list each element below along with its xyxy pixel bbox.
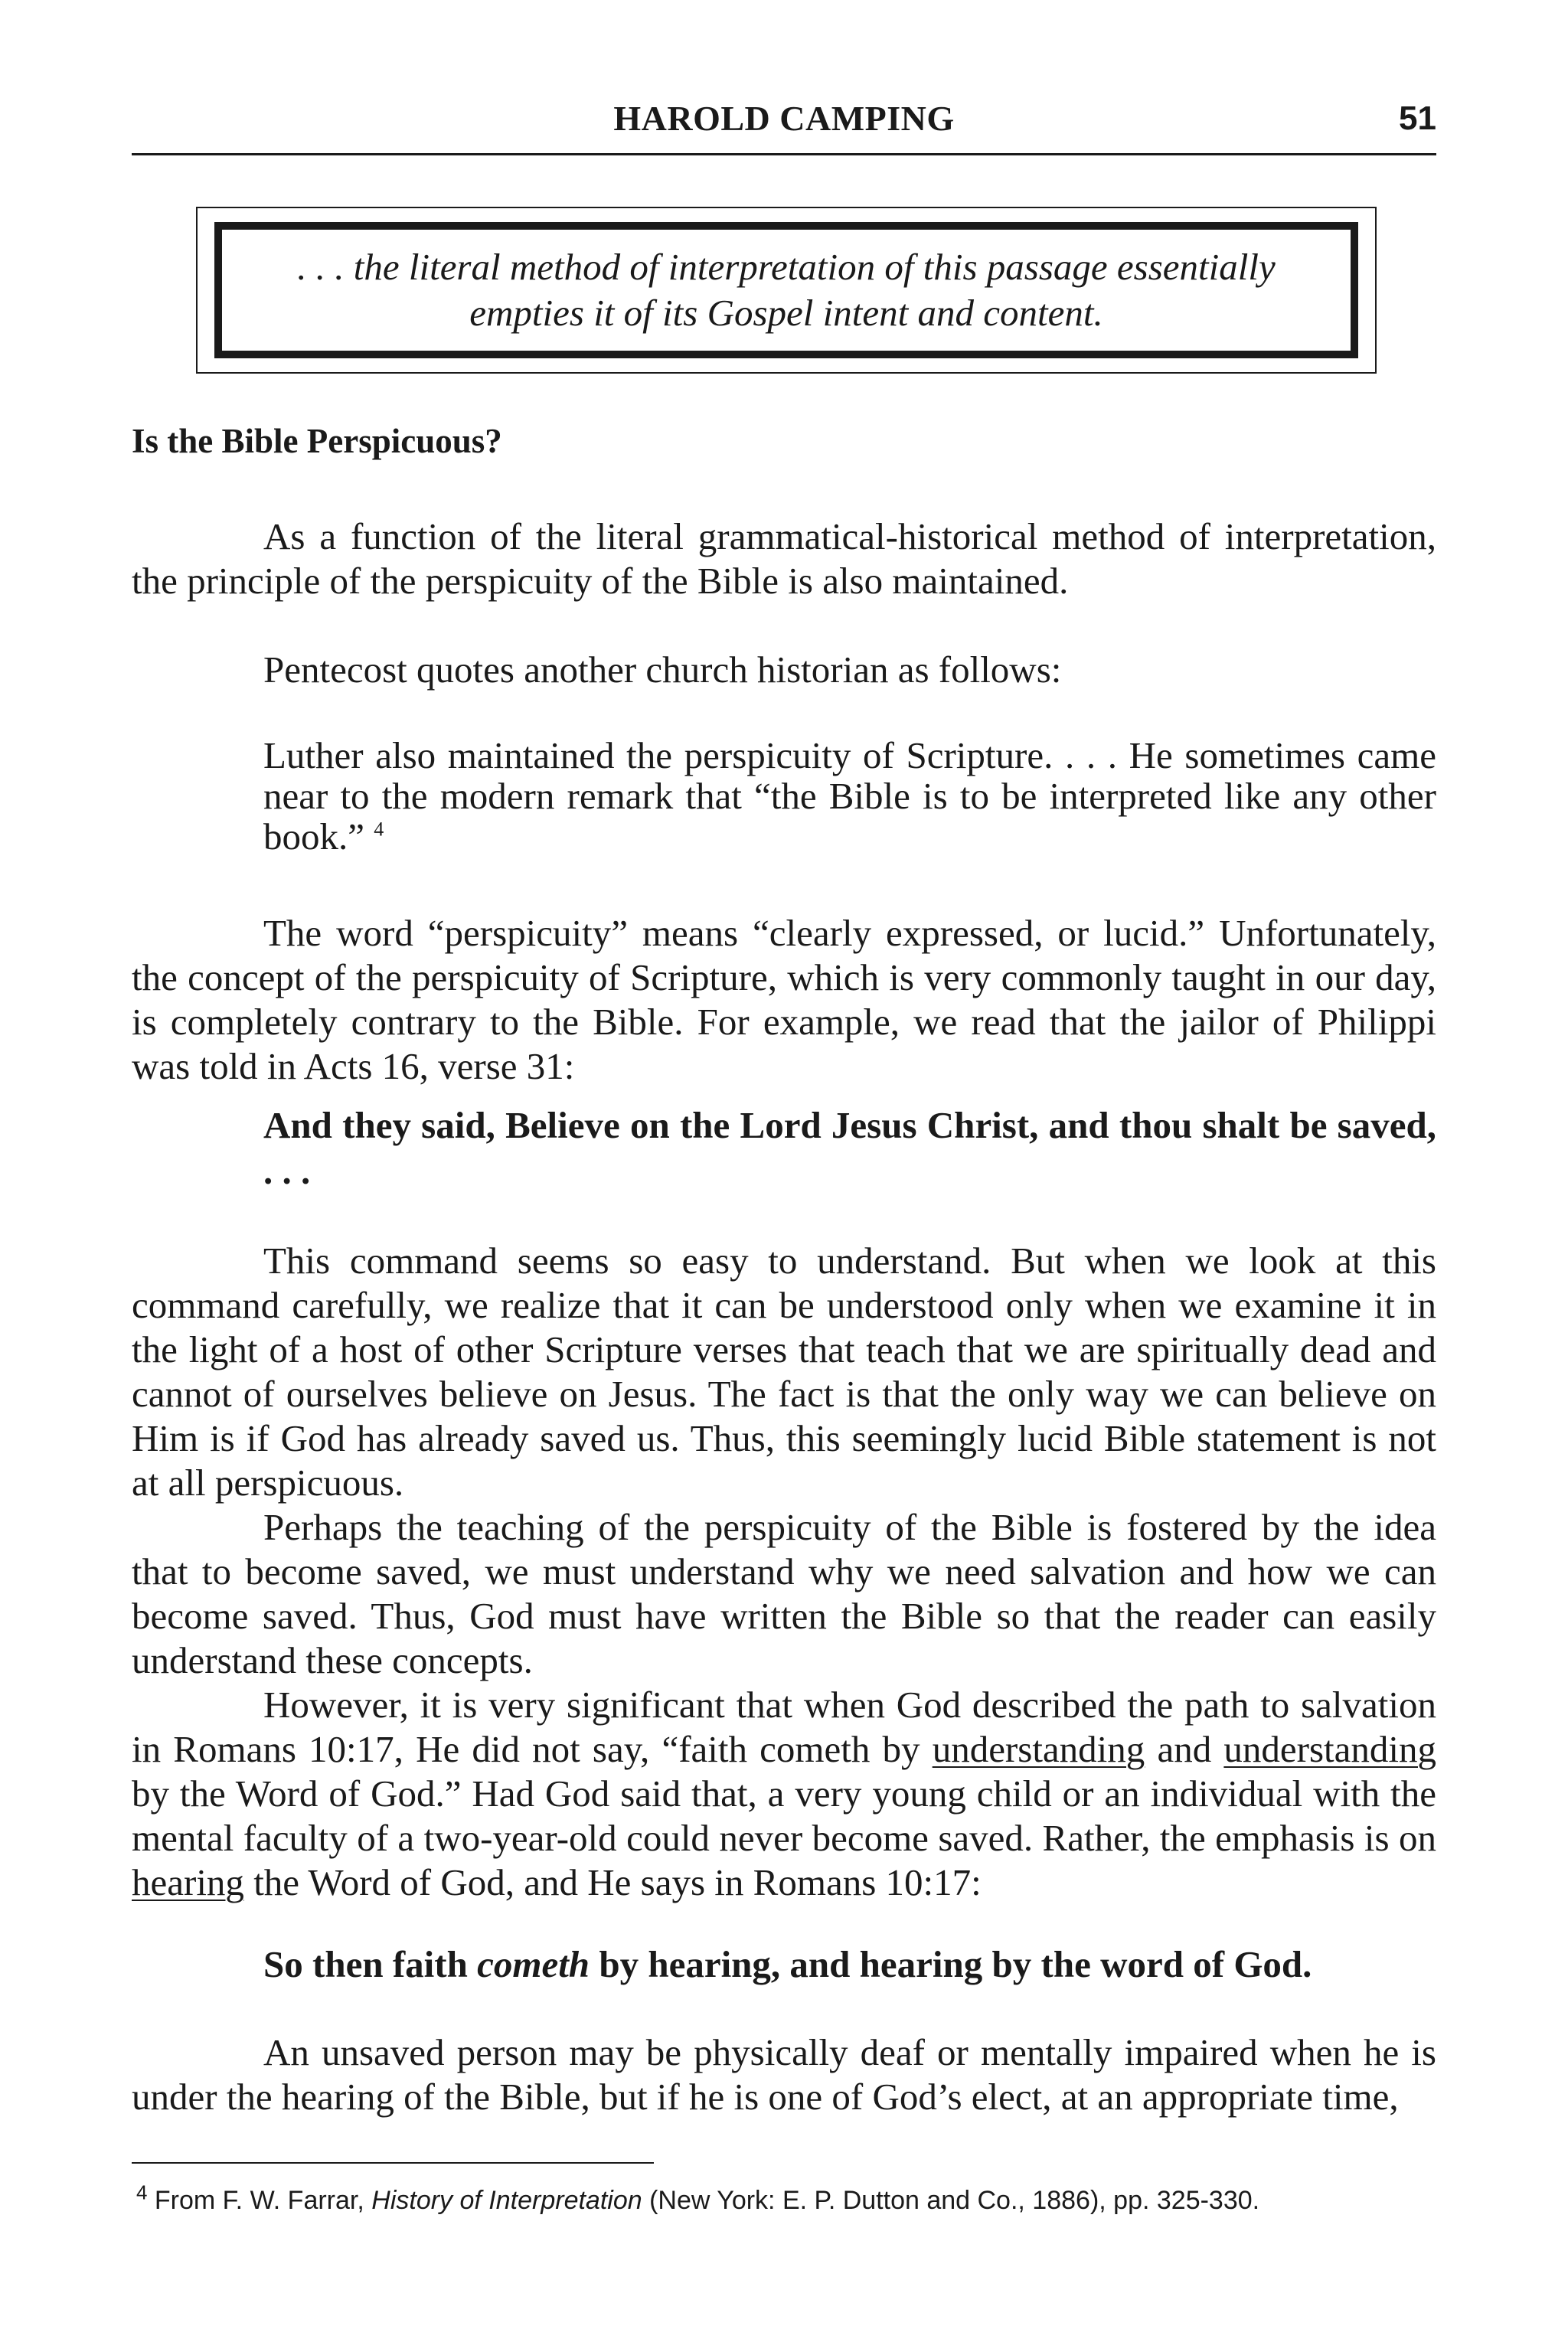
- paragraph-6: [132, 1683, 1436, 1905]
- footnote-reference: 4: [374, 818, 384, 841]
- pull-quote-text: . . . the literal method of interpretation of this passage essentially empties it of its Gospel intent and content.: [297, 246, 1276, 334]
- paragraph-1: As a function of the literal grammatical-historical method of interpretation, the principle of the perspicuity of the Bible is also maintained.: [132, 515, 1436, 602]
- footnote-book-title: History of Interpretation: [371, 2186, 642, 2215]
- running-title: HAROLD CAMPING: [613, 99, 955, 138]
- paragraph-7: An unsaved person may be physically deaf or mentally impaired when he is under the hearing of the Bible, but if he is one of God’s elect, at an appropriate time,: [132, 2031, 1436, 2118]
- paragraph-2: Pentecost quotes another church historian as follows:: [263, 648, 1062, 691]
- footnote-text: (New York: E. P. Dutton and Co., 1886), pp. 325-330.: [642, 2186, 1260, 2215]
- footnote-marker: 4: [136, 2180, 148, 2204]
- verse-italic-word: cometh: [477, 1943, 590, 1985]
- scripture-verse-romans: [263, 1942, 1436, 1988]
- footnote-rule: [132, 2162, 654, 2164]
- paragraph-6-text: However, it is very significant that when God described the path to salvation in Romans 10:17, He did not say, “faith cometh by: [132, 1684, 1436, 1770]
- paragraph-3: The word “perspicuity” means “clearly expressed, or lucid.” Unfortunately, the concept of the perspicuity of Scripture, which is very commonly taught in our day, is completely contrary to the Bible. For example, we read that the jailor of Philippi was told in Acts 16, verse 31:: [132, 912, 1436, 1087]
- pull-quote-box: [214, 222, 1358, 358]
- scripture-verse-acts: And they said, Believe on the Lord Jesus Christ, and thou shalt be saved, . . .: [263, 1104, 1436, 1192]
- paragraph-4: This command seems so easy to understand. But when we look at this command carefully, we realize that it can be understood only when we examine it in the light of a host of other Scripture verses that teach that we are spiritually dead and cannot of ourselves believe on Jesus. The fact is that the only way we can believe on Him is if God has already saved us. Thus, this seemingly lucid Bible statement is not at all perspicuous.: [132, 1240, 1436, 1504]
- paragraph-6-text: and: [1145, 1728, 1224, 1770]
- block-quote-text: Luther also maintained the perspicuity of Scripture. . . . He sometimes came near to the modern remark that “the Bible is to be interpreted like any other book.”: [263, 734, 1436, 858]
- footnote: [136, 2180, 1438, 2217]
- paragraph-6-text: the Word of God, and He says in Romans 10:17:: [243, 1861, 982, 1903]
- verse-text: by hearing, and hearing by the word of God.: [590, 1943, 1312, 1985]
- block-quote: [263, 735, 1436, 857]
- footnote-text: From F. W. Farrar,: [147, 2186, 372, 2215]
- page-number: 51: [1399, 100, 1436, 137]
- underlined-hearing: hearing: [132, 1861, 244, 1903]
- paragraph-6-text: by the Word of God.” Had God said that, a very young child or an individual with the mental faculty of a two-year-old could never become saved. Rather, the emphasis is on: [132, 1772, 1436, 1859]
- section-heading: Is the Bible Perspicuous?: [132, 422, 502, 460]
- paragraph-5: Perhaps the teaching of the perspicuity of the Bible is fostered by the idea that to become saved, we must understand why we need salvation and how we can become saved. Thus, God must have written the Bible so that the reader can easily understand these concepts.: [132, 1506, 1436, 1681]
- underlined-understanding-2: understanding: [1223, 1728, 1437, 1770]
- underlined-understanding-1: understanding: [932, 1728, 1145, 1770]
- verse-text: So then faith: [263, 1943, 478, 1985]
- header-rule: [132, 153, 1436, 155]
- running-head: [132, 98, 1436, 155]
